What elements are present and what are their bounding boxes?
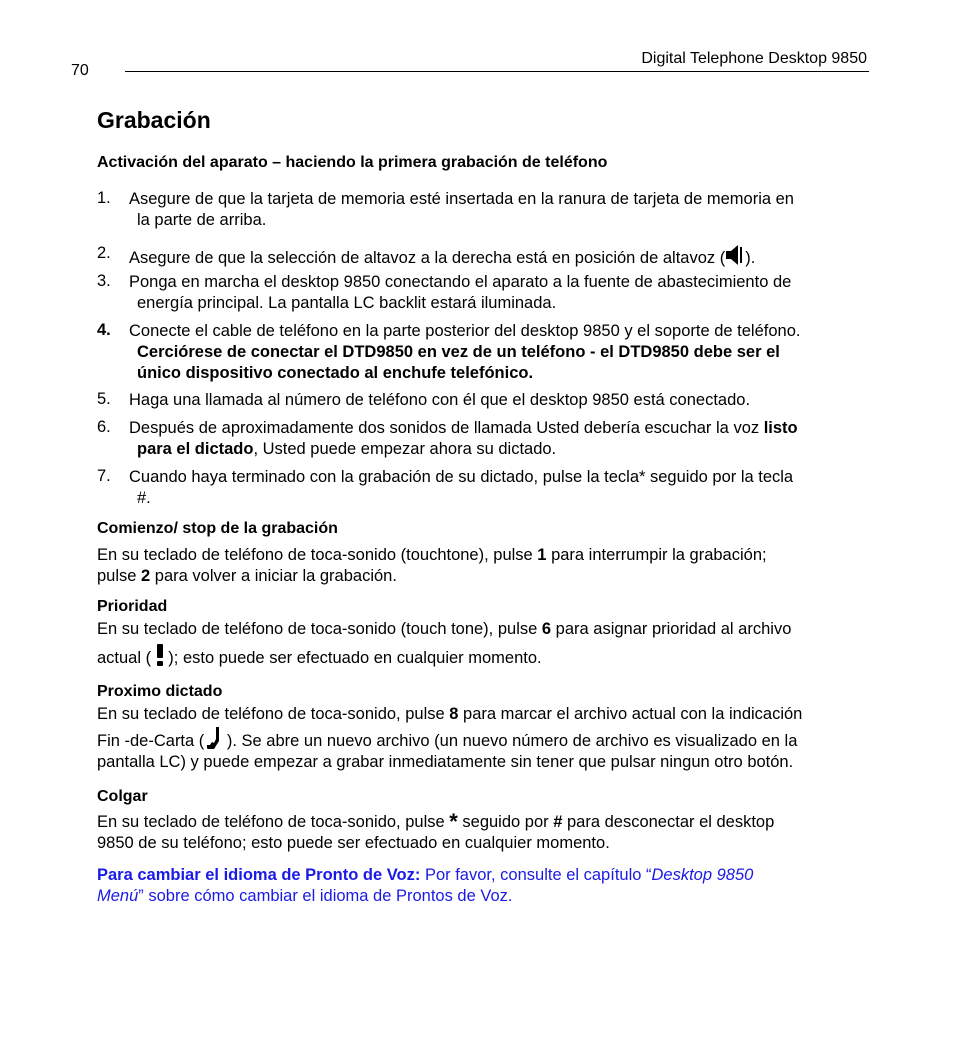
priority-text: [97, 619, 877, 669]
key-label: *: [449, 809, 458, 834]
step-line: energía principal. La pantalla LC backlit estará iluminada.: [137, 294, 557, 312]
next-dictation-heading: Proximo dictado: [97, 683, 223, 700]
text-run: pulse: [97, 567, 142, 585]
step-warning: único dispositivo conectado al enchufe telefónico.: [137, 364, 534, 382]
exclamation-icon: [156, 644, 164, 666]
text-run: para interrumpir la grabación;: [546, 546, 767, 564]
text-run: para volver a iniciar la grabación.: [150, 567, 397, 585]
step-line: Conecte el cable de teléfono en la parte posterior del desktop 9850 y el soporte de teléfono.: [129, 322, 801, 340]
language-note: [97, 865, 877, 907]
text-run: Por favor, consulte el capítulo “: [420, 866, 652, 884]
note-label: Para cambiar el idioma de Pronto de Voz:: [97, 866, 421, 884]
text-run: Fin -de-Carta (: [97, 732, 205, 750]
text-run: seguido por: [457, 813, 554, 831]
step-number: 6.: [97, 418, 111, 436]
text-run: para asignar prioridad al archivo: [551, 620, 792, 638]
step-text: [129, 272, 874, 314]
text-run: 9850 de su teléfono; esto puede ser efectuado en cualquier momento.: [97, 834, 610, 852]
key-label: 8: [449, 705, 459, 723]
step-number: 7.: [97, 467, 111, 485]
step-number: 5.: [97, 390, 111, 408]
step-number: 2.: [97, 244, 111, 262]
step-number: 1.: [97, 189, 111, 207]
step-line: Asegure de que la selección de altavoz a la derecha está en posición de altavoz (: [129, 249, 726, 267]
text-run: En su teclado de teléfono de toca-sonido, pulse: [97, 813, 450, 831]
text-run: ). Se abre un nuevo archivo (un nuevo número de archivo es visualizado en la: [222, 732, 798, 750]
step-text: [129, 244, 874, 269]
step-keyword: listo: [763, 419, 798, 437]
text-run: En su teclado de teléfono de toca-sonido (touchtone), pulse: [97, 546, 538, 564]
chapter-reference: Menú: [97, 887, 139, 905]
step-line: Después de aproximadamente dos sonidos de llamada Usted debería escuchar la voz: [129, 419, 764, 437]
key-label: 2: [141, 567, 151, 585]
step-line: Cuando haya terminado con la grabación de su dictado, pulse la tecla* seguido por la tecla: [129, 468, 794, 486]
page-title: Grabación: [97, 107, 211, 133]
priority-heading: Prioridad: [97, 598, 168, 615]
hangup-heading: Colgar: [97, 788, 148, 805]
next-dictation-text: [97, 704, 877, 773]
key-label: 6: [541, 620, 552, 638]
running-title: Digital Telephone Desktop 9850: [641, 50, 867, 67]
step-warning: Cerciórese de conectar el DTD9850 en vez de un teléfono - el DTD9850 debe ser el: [137, 343, 780, 361]
step-line: ).: [745, 249, 756, 267]
step-text: Haga una llamada al número de teléfono con él que el desktop 9850 está conectado.: [129, 391, 751, 409]
text-run: pantalla LC) y puede empezar a grabar inmediatamente sin tener que pulsar ningun otro botón.: [97, 753, 794, 771]
step-text: [129, 418, 874, 460]
speaker-icon: [725, 244, 745, 266]
start-stop-heading: Comienzo/ stop de la grabación: [97, 520, 338, 537]
page-number: 70: [71, 62, 89, 79]
key-label: 1: [537, 546, 547, 564]
chapter-reference: Desktop 9850: [651, 866, 754, 884]
text-run: En su teclado de teléfono de toca-sonido (touch tone), pulse: [97, 620, 542, 638]
text-run: ” sobre cómo cambiar el idioma de Prontos de Voz.: [138, 887, 513, 905]
section-subtitle: Activación del aparato – haciendo la primera grabación de teléfono: [97, 154, 608, 171]
hangup-text: [97, 809, 877, 854]
step-line: Ponga en marcha el desktop 9850 conectando el aparato a la fuente de abastecimiento de: [129, 273, 792, 291]
step-line: la parte de arriba.: [137, 211, 267, 229]
text-run: ); esto puede ser efectuado en cualquier momento.: [163, 649, 542, 667]
step-line: Asegure de que la tarjeta de memoria esté insertada en la ranura de tarjeta de memoria en: [129, 190, 794, 208]
text-run: En su teclado de teléfono de toca-sonido, pulse: [97, 705, 450, 723]
start-stop-text: [97, 545, 877, 587]
step-keyword: para el dictado: [137, 440, 254, 458]
step-line: #.: [137, 489, 151, 507]
step-text: [129, 467, 874, 509]
step-text: [129, 321, 874, 384]
end-of-letter-icon: [204, 727, 222, 749]
header-rule: [125, 71, 869, 72]
step-line: , Usted puede empezar ahora su dictado.: [253, 440, 557, 458]
step-number: 4.: [97, 321, 111, 339]
text-run: para marcar el archivo actual con la indicación: [458, 705, 803, 723]
key-label: #: [553, 813, 563, 831]
step-number: 3.: [97, 272, 111, 290]
step-text: [129, 189, 874, 231]
text-run: para desconectar el desktop: [562, 813, 775, 831]
text-run: actual (: [97, 649, 156, 667]
